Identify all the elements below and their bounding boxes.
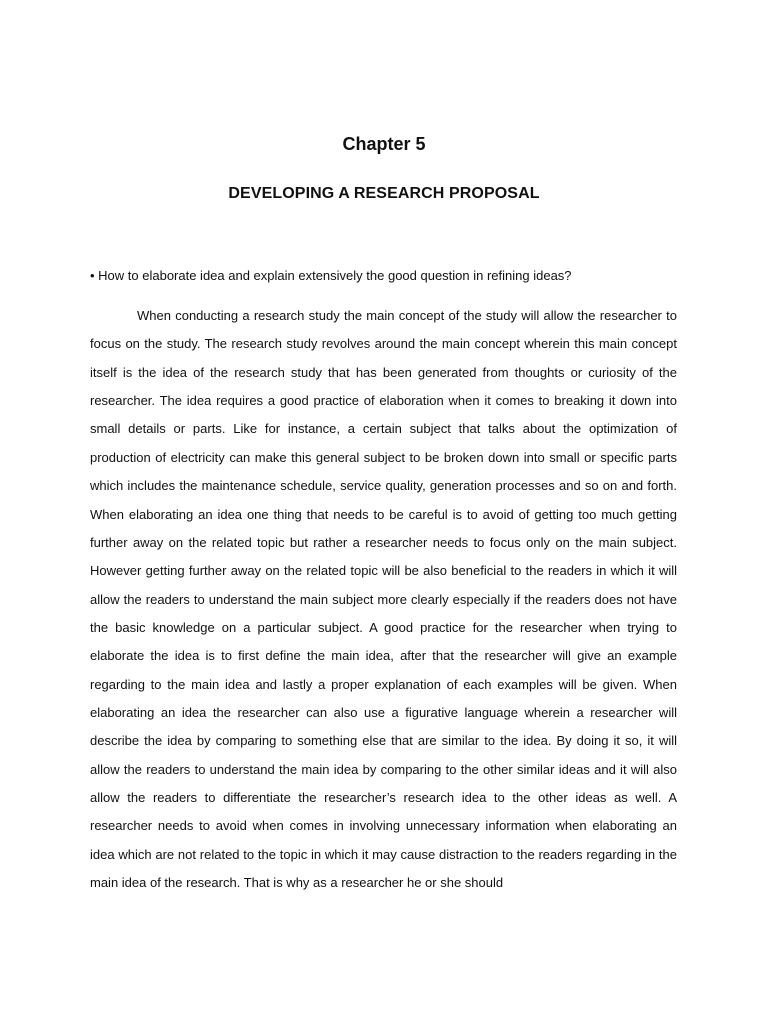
chapter-heading: Chapter 5 [342,134,426,154]
guiding-question: • How to elaborate idea and explain extensively the good question in refining ideas? [90,268,572,283]
body-paragraph: When conducting a research study the main concept of the study will allow the researcher to focus on the study. The research study revolves around the main concept wherein this main concept itself is the idea of the research study that has been generated from thoughts or curiosity of the researcher. The idea requires a good practice of elaboration when it comes to breaking it down into small details or parts. Like for instance, a certain subject that talks about the optimization of production of electricity can make this general subject to be broken down into small or specific parts which includes the maintenance schedule, service quality, generation processes and so on and forth. When elaborating an idea one thing that needs to be careful is to avoid of getting too much getting further away on the related topic but rather a researcher needs to focus only on the main subject. However getting further away on the related topic will be also beneficial to the readers in which it will allow the readers to understand the main subject more clearly especially if the readers does not have the basic knowledge on a particular subject. A good practice for the researcher when trying to elaborate the idea is to first define the main idea, after that the researcher will give an example regarding to the main idea and lastly a proper explanation of each examples will be given. When elaborating an idea the researcher can also use a figurative language wherein a researcher will describe the idea by comparing to something else that are similar to the idea. By doing it so, it will allow the readers to understand the main idea by comparing to the other similar ideas and it will also allow the readers to differentiate the researcher’s research idea to the other ideas as well. A researcher needs to avoid when comes in involving unnecessary information when elaborating an idea which are not related to the topic in which it may cause distraction to the readers regarding in the main idea of the research. That is why as a researcher he or she should [90,308,677,891]
chapter-title: DEVELOPING A RESEARCH PROPOSAL [228,185,540,202]
